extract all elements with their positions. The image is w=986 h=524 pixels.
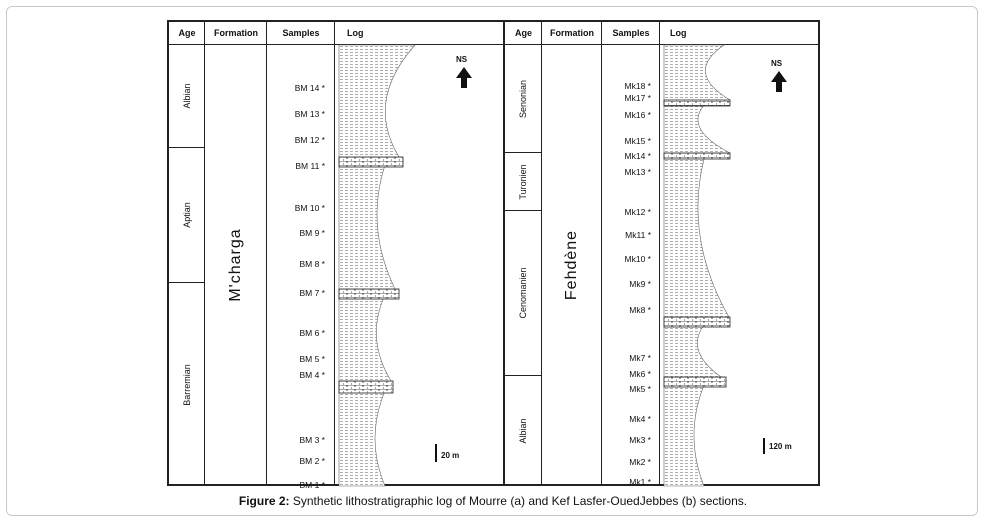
limestone-bed [664, 317, 730, 327]
sample-label: BM 11 * [295, 161, 325, 171]
limestone-bed [339, 381, 393, 393]
age-turonien: Turonien [505, 153, 541, 211]
lithology-log [660, 45, 818, 486]
caption-label: Figure 2: [238, 494, 290, 508]
scale-bar [763, 438, 765, 454]
sample-label: Mk13 * [624, 167, 651, 177]
sample-label: Mk10 * [624, 254, 651, 264]
sample-label: BM 6 * [299, 328, 325, 338]
header-samples: Samples [602, 22, 660, 45]
age-column [505, 45, 541, 484]
age-albian: Albian [169, 45, 204, 148]
sample-label: BM 8 * [299, 259, 325, 269]
sample-label: BM 4 * [299, 370, 325, 380]
section-b-panel [505, 20, 820, 486]
header-age: Age [505, 22, 542, 45]
sample-label: BM 14 * [294, 83, 325, 93]
sample-label: Mk7 * [629, 353, 651, 363]
log-column [660, 45, 818, 484]
sample-label: Mk17 * [624, 93, 651, 103]
limestone-bed [664, 153, 730, 159]
header-samples: Samples [267, 22, 335, 45]
header-formation: Formation [542, 22, 602, 45]
age-column [169, 45, 204, 484]
sample-label: Mk4 * [629, 414, 651, 424]
section-a-panel [167, 20, 505, 490]
north-arrow-icon [769, 71, 789, 93]
header-rule [505, 22, 818, 45]
age-senonian: Senonian [505, 45, 541, 153]
sample-label: Mk11 * [625, 230, 651, 240]
north-arrow-icon [454, 67, 474, 89]
samples-column [602, 45, 659, 487]
header-rule [169, 22, 505, 45]
sample-label: BM 9 * [299, 228, 325, 238]
sample-label: Mk15 * [624, 136, 651, 146]
header-log: Log [660, 22, 818, 45]
age-barremian: Barremian [181, 363, 192, 406]
sample-label: BM 2 * [299, 456, 325, 466]
sample-label: Mk12 * [624, 207, 651, 217]
samples-column [267, 45, 334, 490]
sample-label: Mk3 * [629, 435, 651, 445]
scale-label: 120 m [769, 442, 792, 451]
north-label: NS [771, 59, 783, 68]
sample-label: BM 3 * [299, 435, 325, 445]
sample-label: Mk2 * [629, 457, 651, 467]
sample-label: Mk1 * [629, 477, 651, 487]
north-label: NS [456, 55, 468, 64]
shale-interval [339, 45, 415, 486]
sample-label: BM 10 * [294, 203, 325, 213]
sample-label: BM 5 * [299, 354, 325, 364]
age-aptian: Aptian [169, 148, 204, 283]
sample-label: Mk14 * [624, 151, 651, 161]
header-formation: Formation [205, 22, 267, 45]
sample-label: Mk16 * [624, 110, 651, 120]
limestone-bed [664, 100, 730, 106]
shale-interval [664, 45, 730, 486]
caption-text: Synthetic lithostratigraphic log of Mourre (a) and Kef Lasfer-OuedJebbes (b) sections. [289, 494, 748, 508]
limestone-bed [664, 377, 726, 387]
limestone-bed [339, 157, 403, 167]
sample-label: Mk8 * [629, 305, 651, 315]
sample-label: Mk6 * [629, 369, 651, 379]
age-albian: Albian [518, 418, 528, 444]
formation-name: Fehdène [562, 229, 580, 300]
figure-caption [0, 494, 986, 508]
lithology-log [335, 45, 505, 486]
log-column [335, 45, 505, 484]
header-log: Log [335, 22, 505, 45]
sample-label: BM 1 * [299, 480, 325, 490]
formation-name: M'charga [226, 227, 244, 302]
scale-label: 20 m [441, 451, 460, 460]
header-age: Age [169, 22, 205, 45]
scale-bar [435, 444, 437, 462]
limestone-bed [339, 289, 399, 299]
sample-label: BM 12 * [294, 135, 325, 145]
formation-column [205, 45, 266, 484]
sample-label: Mk18 * [624, 81, 651, 91]
formation-column [542, 45, 601, 484]
sample-label: BM 7 * [299, 288, 325, 298]
sample-label: Mk5 * [629, 384, 651, 394]
sample-label: BM 13 * [294, 109, 325, 119]
sample-label: Mk9 * [629, 279, 651, 289]
age-cenomanien: Cenomanien [505, 211, 541, 376]
